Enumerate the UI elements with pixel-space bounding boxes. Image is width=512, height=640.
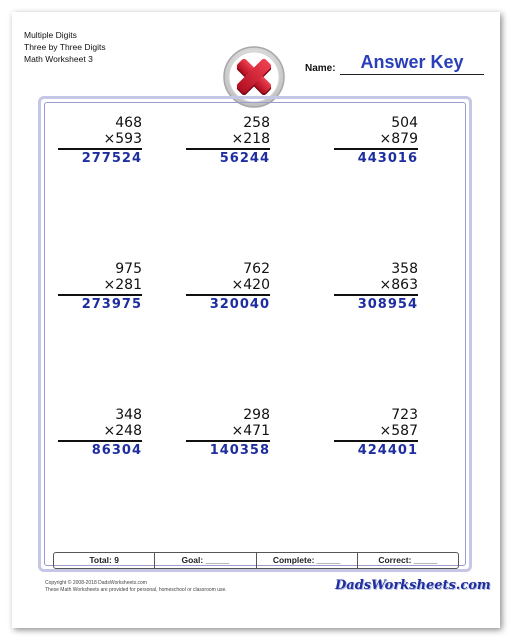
copyright-notice xyxy=(45,580,227,594)
multiplier: ×593 xyxy=(103,131,142,147)
answer: 56244 xyxy=(219,151,270,166)
answer: 320040 xyxy=(209,297,270,312)
multiplier: ×863 xyxy=(379,277,418,293)
multiplier: ×587 xyxy=(379,423,418,439)
answer: 443016 xyxy=(357,151,418,166)
multiplier: ×471 xyxy=(231,423,270,439)
multiplicand: 762 xyxy=(243,261,270,277)
correct-cell: Correct: _____ xyxy=(378,555,438,565)
header-line-2: Three by Three Digits xyxy=(24,42,106,52)
multiplicand: 358 xyxy=(391,261,418,277)
copyright-line-2: These Math Worksheets are provided for personal, homeschool or classroom use. xyxy=(45,587,227,593)
problem-6 xyxy=(334,261,418,313)
problem-3 xyxy=(334,115,418,167)
answer: 277524 xyxy=(81,151,142,166)
answer: 424401 xyxy=(357,443,418,458)
complete-cell: Complete: _____ xyxy=(257,553,358,568)
problem-1 xyxy=(58,115,142,167)
answer: 140358 xyxy=(209,443,270,458)
problem-frame-inner xyxy=(44,102,466,566)
name-label: Name: xyxy=(305,63,336,74)
multiplicand: 298 xyxy=(243,407,270,423)
multiplier: ×248 xyxy=(103,423,142,439)
problem-4 xyxy=(58,261,142,313)
multiplier: ×420 xyxy=(231,277,270,293)
problem-9 xyxy=(334,407,418,459)
answer: 86304 xyxy=(91,443,142,458)
total-cell: Total: 9 xyxy=(54,553,155,568)
copyright-line-1: Copyright © 2008-2018 DadsWorksheets.com xyxy=(45,580,147,586)
multiplicand: 468 xyxy=(115,115,142,131)
multiplier: ×281 xyxy=(103,277,142,293)
header-line-1: Multiple Digits xyxy=(24,30,77,40)
problem-2 xyxy=(186,115,270,167)
multiplier: ×879 xyxy=(379,131,418,147)
multiplicand: 504 xyxy=(391,115,418,131)
worksheet-header xyxy=(24,29,106,65)
multiplier: ×218 xyxy=(231,131,270,147)
problem-5 xyxy=(186,261,270,313)
answer: 273975 xyxy=(81,297,142,312)
header-line-3: Math Worksheet 3 xyxy=(24,54,93,64)
answer-key-title: Answer Key xyxy=(360,52,464,72)
brand-logo: DadsWorksheets.com xyxy=(335,578,491,593)
name-line xyxy=(340,74,484,75)
problem-8 xyxy=(186,407,270,459)
multiplicand: 723 xyxy=(391,407,418,423)
score-table xyxy=(53,552,459,569)
multiplicand: 975 xyxy=(115,261,142,277)
problem-7 xyxy=(58,407,142,459)
multiplicand: 258 xyxy=(243,115,270,131)
goal-cell: Goal: _____ xyxy=(155,553,256,568)
multiplicand: 348 xyxy=(115,407,142,423)
answer: 308954 xyxy=(357,297,418,312)
